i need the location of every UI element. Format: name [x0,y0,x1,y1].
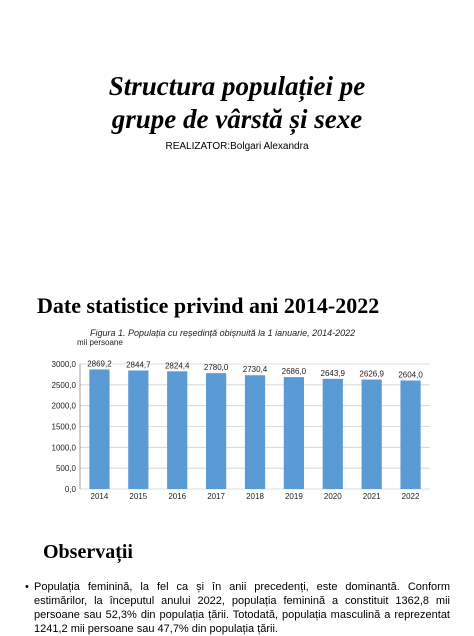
bar-2018 [245,375,265,489]
data-label-2019: 2686,0 [281,367,307,377]
x-tick-label-2022: 2022 [401,492,420,501]
x-tick-label-2014: 2014 [90,492,109,501]
data-label-2021: 2626,9 [359,369,384,379]
y-tick-label: 1500,0 [51,422,76,432]
bar-2015 [128,370,148,489]
data-label-2017: 2780,0 [203,363,229,373]
statistics-heading: Date statistice privind ani 2014-2022 [37,293,380,318]
bar-2022 [400,381,420,490]
y-tick-label: 2000,0 [51,401,76,411]
x-tick-label-2016: 2016 [168,492,187,501]
bar-2014 [89,369,109,489]
x-tick-label-2018: 2018 [246,492,264,501]
data-label-2020: 2643,9 [320,368,346,378]
bar-2019 [284,377,304,489]
slide-separator [0,262,474,272]
observations-heading: Observații [43,541,133,563]
observation-text: Populația feminină, la fel ca și în anii precedenți, este dominantă. Conform estimărilor, la începutul anului 2022, populația feminină a constituit 1362,8 mii persoane sau 52,3% din populația țării. Totodată, populația masculină a reprezentat 1241,2 mii persoane sau 47,7% din populația țării. [34,581,450,635]
x-tick-label-2015: 2015 [129,492,148,501]
author-label: REALIZATOR:Bolgari Alexandra [165,141,309,152]
y-tick-label: 0,0 [64,485,76,494]
bar-2021 [362,380,382,489]
bar-2020 [323,379,343,489]
data-label-2016: 2824,4 [164,361,190,371]
statistics-slide [0,272,474,510]
data-label-2022: 2604,0 [398,370,423,380]
chart-title: Figura 1. Populația cu reședință obișnuită la 1 ianuarie, 2014-2022 [90,328,356,338]
y-tick-label: 3000,0 [51,360,76,369]
x-tick-label-2021: 2021 [362,492,381,501]
data-label-2014: 2869,2 [87,359,112,369]
slide-title [0,70,474,136]
y-tick-label: 500,0 [55,464,76,474]
x-tick-label-2019: 2019 [284,492,303,501]
title-slide [0,0,474,262]
title-line-2: grupe de vârstă și sexe [111,104,363,134]
observation-paragraph [25,580,450,636]
bar-2016 [167,371,187,489]
data-label-2018: 2730,4 [242,365,268,375]
data-label-2015: 2844,7 [126,360,151,370]
observations-slide [0,510,474,635]
y-axis-label: mii persoane [77,338,123,347]
y-tick-label: 1000,0 [51,443,76,453]
title-line-1: Structura populației pe [108,71,366,101]
x-tick-label-2017: 2017 [207,492,226,501]
x-tick-label-2020: 2020 [323,492,342,501]
bar-2017 [206,373,226,489]
y-tick-label: 2500,0 [51,380,76,390]
population-bar-chart [0,324,474,506]
bullet-point: • [25,581,29,593]
